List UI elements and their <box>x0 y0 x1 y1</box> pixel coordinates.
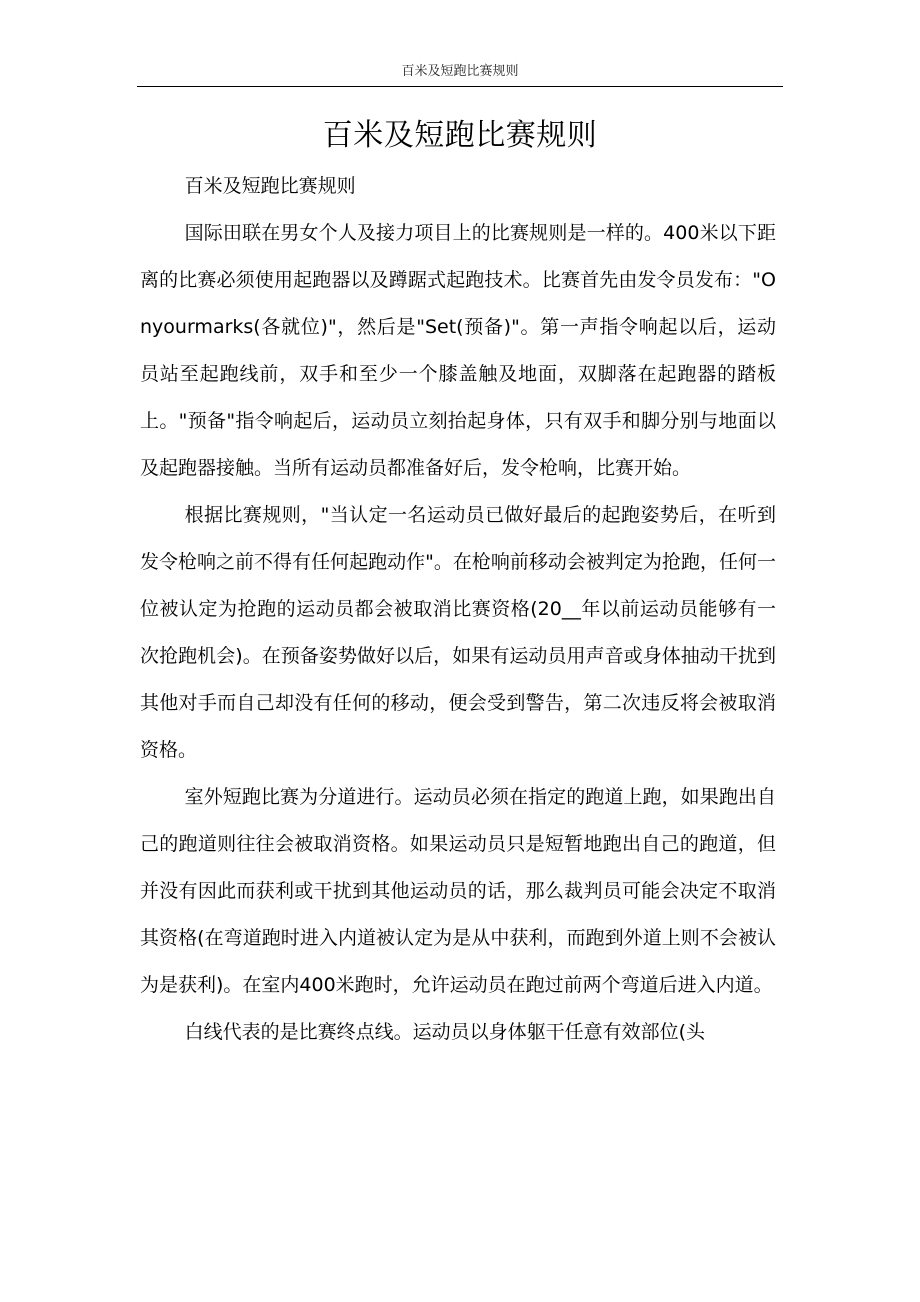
paragraph-start-rules: 国际田联在男女个人及接力项目上的比赛规则是一样的。400米以下距离的比赛必须使用起跑器以及蹲踞式起跑技术。比赛首先由发令员发布："Onyourmarks(各就位)"，然后是"Set(预备)"。第一声指令响起以后，运动员站至起跑线前，双手和至少一个膝盖触及地面，双脚落在起跑器的踏板上。"预备"指令响起后，运动员立刻抬起身体，只有双手和脚分别与地面以及起跑器接触。当所有运动员都准备好后，发令枪响，比赛开始。 <box>140 222 776 479</box>
paragraph-subtitle: 百米及短跑比赛规则 <box>184 175 356 197</box>
paragraph-lanes: 室外短跑比赛为分道进行。运动员必须在指定的跑道上跑，如果跑出自己的跑道则往往会被取消资格。如果运动员只是短暂地跑出自己的跑道，但并没有因此而获利或干扰到其他运动员的话，那么裁判员可能会决定不取消其资格(在弯道跑时进入内道被认定为是从中获利，而跑到外道上则不会被认为是获利)。在室内400米跑时，允许运动员在跑过前两个弯道后进入内道。 <box>140 786 776 996</box>
header-divider <box>137 86 783 87</box>
running-header: 百米及短跑比赛规则 <box>401 64 519 79</box>
document-body <box>140 163 776 1056</box>
document-title: 百米及短跑比赛规则 <box>322 118 598 153</box>
paragraph-finish-line: 白线代表的是比赛终点线。运动员以身体躯干任意有效部位(头 <box>184 1021 706 1043</box>
paragraph-false-start: 根据比赛规则，"当认定一名运动员已做好最后的起跑姿势后，在听到发令枪响之前不得有任何起跑动作"。在枪响前移动会被判定为抢跑，任何一位被认定为抢跑的运动员都会被取消比赛资格(20__年以前运动员能够有一次抢跑机会)。在预备姿势做好以后，如果有运动员用声音或身体抽动干扰到其他对手而自己却没有任何的移动，便会受到警告，第二次违反将会被取消资格。 <box>140 504 776 761</box>
